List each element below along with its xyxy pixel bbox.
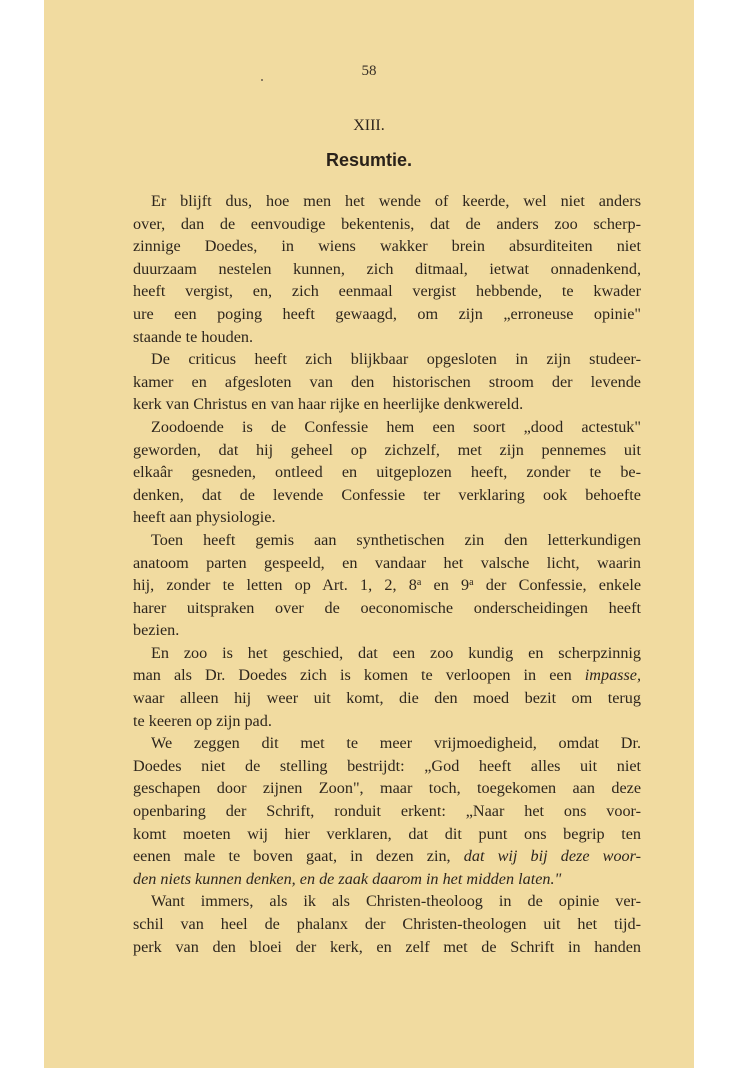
text-line: kerk van Christus en van haar rijke en heerlijke denkwereld.	[133, 395, 524, 414]
text-line: perk van den bloei der kerk, en zelf met de Schrift in handen	[133, 937, 641, 956]
text-line: anatoom parten gespeeld, en vandaar het valsche licht, waarin	[133, 553, 641, 572]
superscript: a	[469, 577, 474, 589]
text-line: bezien.	[133, 621, 180, 640]
text-segment: hij, zonder te letten op Art. 1, 2, 8	[133, 576, 417, 595]
text-line: over, dan de eenvoudige bekentenis, dat de anders zoo scherp-	[133, 214, 641, 233]
paragraph-6	[133, 732, 641, 890]
text-segment: eenen male te boven gaat, in dezen zin,	[133, 847, 451, 866]
paragraph-5	[133, 642, 641, 732]
text-line: geschapen door zijnen Zoon", maar toch, toegekomen aan deze	[133, 779, 641, 798]
superscript: a	[416, 577, 422, 589]
paragraph-1	[133, 190, 641, 348]
chapter-number: XIII.	[353, 117, 385, 134]
text-line: Zoodoende is de Confessie hem een soort „dood actestuk"	[151, 417, 641, 436]
text-line: Doedes niet de stelling bestrijdt: „God heeft alles uit niet	[133, 756, 641, 775]
italic-quote: dat wij bij deze woor-	[463, 847, 642, 866]
text-line: kamer en afgesloten van den historischen stroom der levende	[133, 372, 641, 391]
text-line-with-italic	[133, 664, 641, 687]
text-line: waar alleen hij weer uit komt, die den moed bezit om terug	[133, 689, 641, 708]
text-line: Want immers, als ik als Christen-theoloog in de opinie ver-	[151, 892, 641, 911]
text-segment: man als Dr. Doedes zich is komen te verloopen in een	[133, 666, 572, 685]
italic-term: impasse,	[584, 666, 641, 685]
text-line: denken, dat de levende Confessie ter verklaring ook behoefte	[133, 485, 641, 504]
text-line: staande te houden.	[133, 327, 254, 346]
text-line: duurzaam nestelen kunnen, zich ditmaal, ietwat onnadenkend,	[133, 259, 641, 278]
book-page	[44, 0, 694, 1068]
paragraph-7	[133, 890, 641, 958]
text-line: Toen heeft gemis aan synthetischen zin den letterkundigen	[151, 530, 641, 549]
text-line: zinnige Doedes, in wiens wakker brein absurditeiten niet	[133, 237, 641, 256]
text-line: komt moeten wij hier verklaren, dat dit punt ons begrip ten	[133, 824, 641, 843]
text-line: te keeren op zijn pad.	[133, 711, 272, 730]
text-line: elkaâr gesneden, ontleed en uitgeplozen heeft, zonder te be-	[133, 463, 641, 482]
text-line-with-superscripts	[133, 574, 641, 597]
text-segment: en 9	[421, 576, 470, 595]
text-line: heeft aan physiologie.	[133, 508, 276, 527]
paragraph-2	[133, 348, 641, 416]
text-line-with-italic	[133, 845, 641, 868]
text-line: heeft vergist, en, zich eenmaal vergist hebbende, te kwader	[133, 282, 641, 301]
text-line: Er blijft dus, hoe men het wende of keerde, wel niet anders	[151, 192, 641, 210]
text-line: harer uitspraken over de oeconomische onderscheidingen heeft	[133, 598, 641, 617]
italic-quote-line: den niets kunnen denken, en de zaak daarom in het midden laten."	[133, 869, 562, 888]
text-line: En zoo is het geschied, dat een zoo kundig en scherpzinnig	[151, 643, 641, 662]
paragraph-3	[133, 416, 641, 529]
paragraph-4	[133, 529, 641, 642]
text-segment: der Confessie, enkele	[473, 576, 642, 595]
page-number: 58	[361, 63, 377, 79]
text-line: openbaring der Schrift, ronduit erkent: „Naar het ons voor-	[133, 802, 641, 821]
body-text	[133, 190, 641, 958]
text-line: geworden, dat hij geheel op zichzelf, met zijn pennemes uit	[133, 440, 641, 459]
text-line: De criticus heeft zich blijkbaar opgesloten in zijn studeer-	[151, 350, 641, 369]
text-line: We zeggen dit met te meer vrijmoedigheid, omdat Dr.	[151, 734, 641, 753]
text-line: ure een poging heeft gewaagd, om zijn „erroneuse opinie"	[133, 304, 641, 323]
text-line: schil van heel de phalanx der Christen-theologen uit het tijd-	[133, 915, 641, 933]
chapter-title: Resumtie.	[325, 150, 413, 170]
